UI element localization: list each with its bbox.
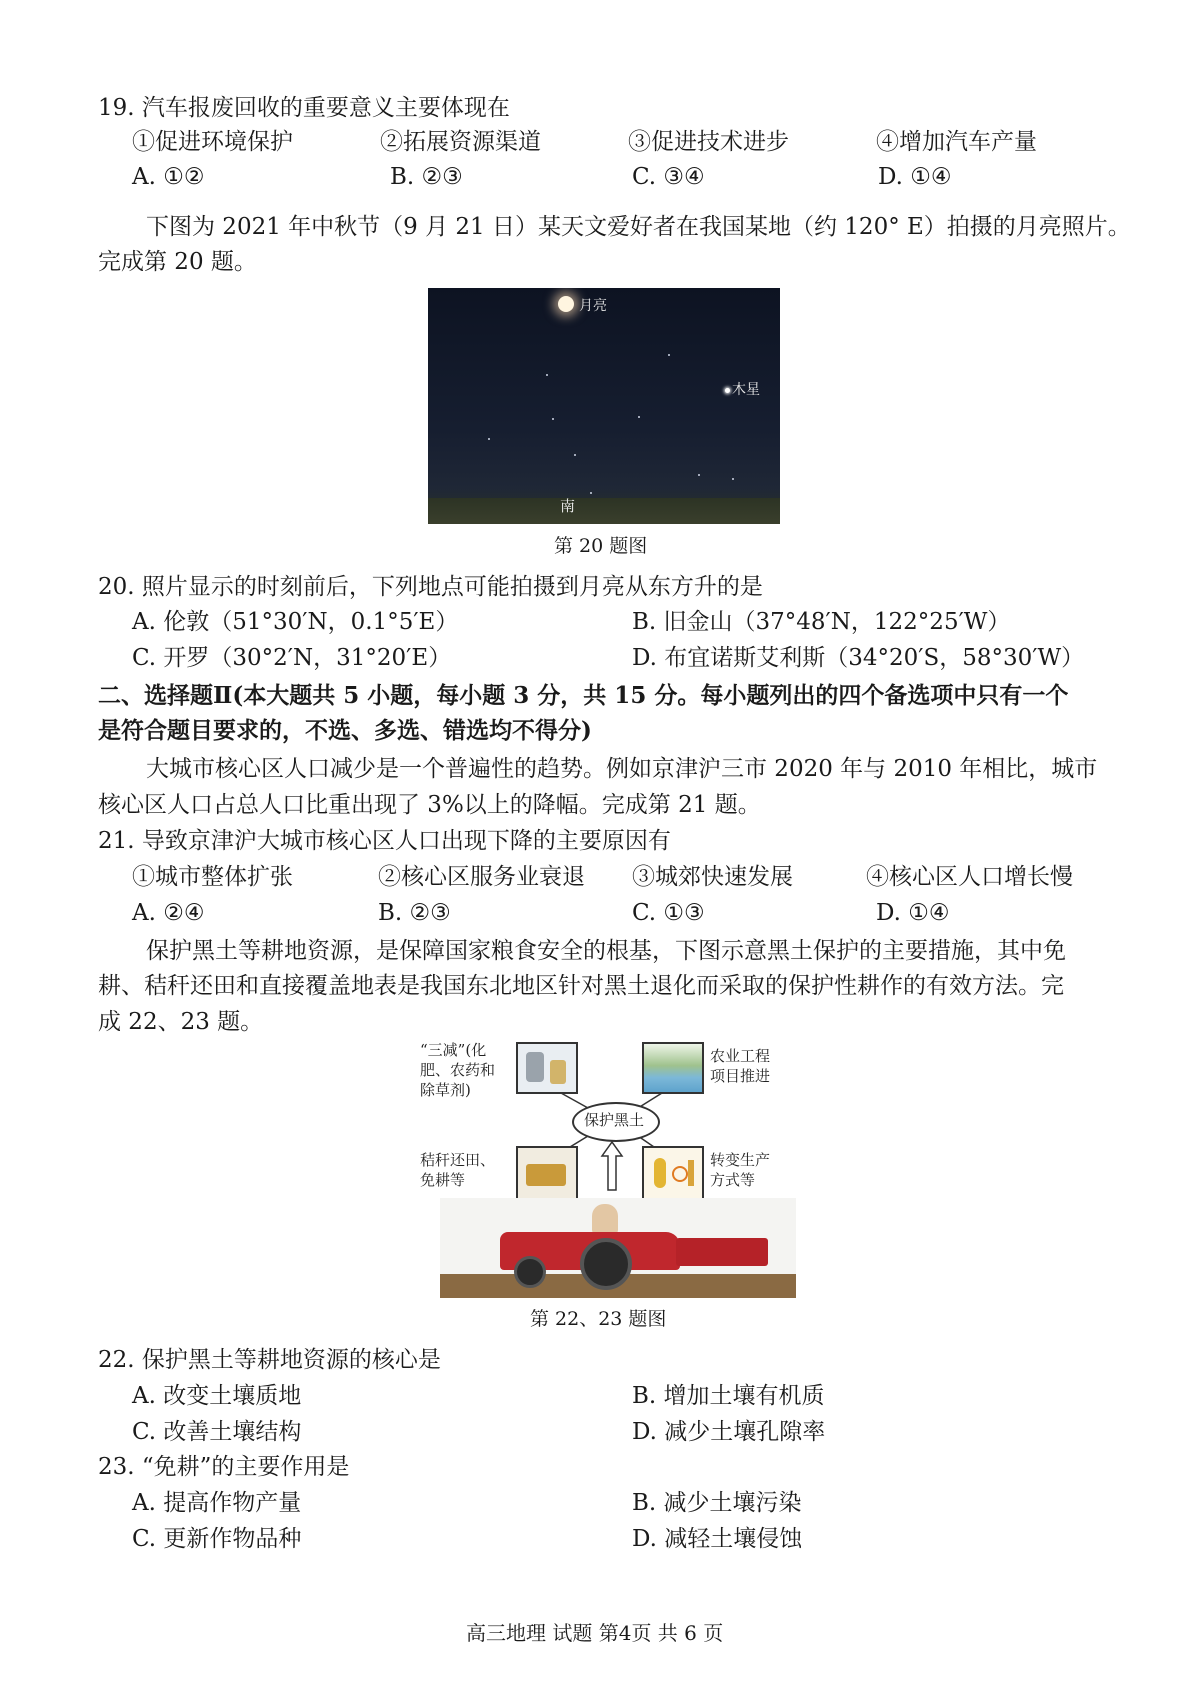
tractor-scene bbox=[440, 1198, 796, 1298]
q19-item-2: ②拓展资源渠道 bbox=[380, 129, 541, 155]
intro22-line1: 保护黑土等耕地资源，是保障国家粮食安全的根基，下图示意黑土保护的主要措施，其中免 bbox=[146, 938, 1066, 964]
label-br-2: 方式等 bbox=[710, 1171, 756, 1189]
q22-option-c: C. 改善土壤结构 bbox=[132, 1419, 302, 1445]
section2-line2: 是符合题目要求的，不选、多选、错选均不得分) bbox=[98, 717, 592, 744]
south-label: 南 bbox=[560, 497, 576, 515]
q21-option-c: C. ①③ bbox=[632, 900, 705, 926]
q23-option-b: B. 减少土壤污染 bbox=[632, 1490, 802, 1516]
star-icon bbox=[698, 474, 700, 476]
q21-stem: 21. 导致京津沪大城市核心区人口出现下降的主要原因有 bbox=[98, 828, 671, 854]
intro21-line1: 大城市核心区人口减少是一个普遍性的趋势。例如京津沪三市 2020 年与 2010 年相比，城市 bbox=[146, 756, 1098, 782]
front-wheel-icon bbox=[514, 1256, 546, 1288]
intro20-line1: 下图为 2021 年中秋节（9 月 21 日）某天文爱好者在我国某地（约 120° E）拍摄的月亮照片。 bbox=[146, 214, 1131, 240]
blacksoil-diagram bbox=[420, 1040, 800, 1300]
q21-item-4: ④核心区人口增长慢 bbox=[866, 864, 1073, 890]
intro20-line2: 完成第 20 题。 bbox=[98, 249, 257, 275]
q21-option-d: D. ①④ bbox=[876, 900, 950, 926]
q19-item-3: ③促进技术进步 bbox=[628, 129, 789, 155]
jupiter-label: 木星 bbox=[732, 382, 760, 398]
label-tl-1: “三减”(化 bbox=[420, 1041, 487, 1059]
wheat-icon bbox=[688, 1160, 694, 1186]
moon-icon bbox=[558, 296, 574, 312]
seeder-icon bbox=[676, 1238, 768, 1266]
q22-option-d: D. 减少土壤孔隙率 bbox=[632, 1419, 826, 1445]
bottle-icon bbox=[550, 1060, 566, 1084]
q21-item-1: ①城市整体扩张 bbox=[132, 864, 293, 890]
star-icon bbox=[552, 418, 554, 420]
q19-option-c: C. ③④ bbox=[632, 164, 705, 190]
sprayer-icon bbox=[526, 1052, 544, 1082]
q20-option-a: A. 伦敦（51°30′N，0.1°5′E） bbox=[132, 609, 459, 635]
label-bl-2: 免耕等 bbox=[420, 1171, 466, 1189]
star-icon bbox=[638, 416, 640, 418]
three-reduction-box bbox=[516, 1042, 578, 1094]
q21-item-2: ②核心区服务业衰退 bbox=[378, 864, 585, 890]
q20-option-b: B. 旧金山（37°48′N，122°25′W） bbox=[632, 609, 1011, 635]
q21-option-b: B. ②③ bbox=[378, 900, 451, 926]
star-icon bbox=[590, 492, 592, 494]
farmer-icon bbox=[592, 1204, 618, 1234]
q23-option-c: C. 更新作物品种 bbox=[132, 1526, 302, 1552]
label-bl-1: 秸秆还田、 bbox=[420, 1151, 496, 1169]
q22-stem: 22. 保护黑土等耕地资源的核心是 bbox=[98, 1347, 441, 1373]
center-label: 保护黑土 bbox=[584, 1111, 645, 1129]
corn-icon bbox=[654, 1158, 666, 1188]
fig22-caption: 第 22、23 题图 bbox=[530, 1308, 667, 1330]
production-mode-box bbox=[642, 1146, 704, 1200]
q19-option-a: A. ①② bbox=[132, 164, 205, 190]
star-icon bbox=[732, 478, 734, 480]
q20-option-c: C. 开罗（30°2′N，31°20′E） bbox=[132, 645, 452, 671]
arrows-icon bbox=[672, 1166, 688, 1182]
q19-stem: 19. 汽车报废回收的重要意义主要体现在 bbox=[98, 95, 510, 121]
moon-photo bbox=[428, 288, 780, 524]
q19-item-1: ①促进环境保护 bbox=[132, 129, 293, 155]
intro22-line2: 耕、秸秆还田和直接覆盖地表是我国东北地区针对黑土退化而采取的保护性耕作的有效方法。完 bbox=[98, 973, 1064, 999]
intro21-line2: 核心区人口占总人口比重出现了 3%以上的降幅。完成第 21 题。 bbox=[98, 792, 761, 818]
q23-stem: 23. “免耕”的主要作用是 bbox=[98, 1454, 350, 1480]
label-br-1: 转变生产 bbox=[710, 1151, 771, 1169]
page-footer: 高三地理 试题 第4页 共 6 页 bbox=[466, 1621, 724, 1645]
q19-option-b: B. ②③ bbox=[390, 164, 463, 190]
rear-wheel-icon bbox=[580, 1238, 632, 1290]
q19-item-4: ④增加汽车产量 bbox=[876, 129, 1037, 155]
q22-option-a: A. 改变土壤质地 bbox=[132, 1383, 302, 1409]
straw-return-box bbox=[516, 1146, 578, 1200]
q22-option-b: B. 增加土壤有机质 bbox=[632, 1383, 825, 1409]
q20-option-d: D. 布宜诺斯艾利斯（34°20′S，58°30′W） bbox=[632, 645, 1085, 671]
star-icon bbox=[546, 374, 548, 376]
q19-option-d: D. ①④ bbox=[878, 164, 952, 190]
q23-option-d: D. 减轻土壤侵蚀 bbox=[632, 1526, 803, 1552]
section2-line1: 二、选择题Ⅱ(本大题共 5 小题，每小题 3 分，共 15 分。每小题列出的四个备选项中只有一个 bbox=[98, 682, 1069, 709]
q23-option-a: A. 提高作物产量 bbox=[132, 1490, 302, 1516]
q20-stem: 20. 照片显示的时刻前后，下列地点可能拍摄到月亮从东方升的是 bbox=[98, 574, 763, 600]
star-icon bbox=[668, 354, 670, 356]
harvester-icon bbox=[526, 1164, 566, 1186]
q21-option-a: A. ②④ bbox=[132, 900, 205, 926]
label-tr-2: 项目推进 bbox=[710, 1067, 771, 1085]
star-icon bbox=[574, 454, 576, 456]
label-tr-1: 农业工程 bbox=[710, 1047, 771, 1065]
label-tl-2: 肥、农药和 bbox=[420, 1061, 496, 1079]
jupiter-icon bbox=[725, 388, 730, 393]
horizon-ground bbox=[428, 498, 780, 524]
q21-item-3: ③城郊快速发展 bbox=[632, 864, 793, 890]
intro22-line3: 成 22、23 题。 bbox=[98, 1009, 264, 1035]
moon-label: 月亮 bbox=[579, 298, 607, 314]
agri-engineering-box bbox=[642, 1042, 704, 1094]
fig20-caption: 第 20 题图 bbox=[554, 535, 648, 557]
label-tl-3: 除草剂) bbox=[420, 1081, 471, 1099]
star-icon bbox=[488, 438, 490, 440]
